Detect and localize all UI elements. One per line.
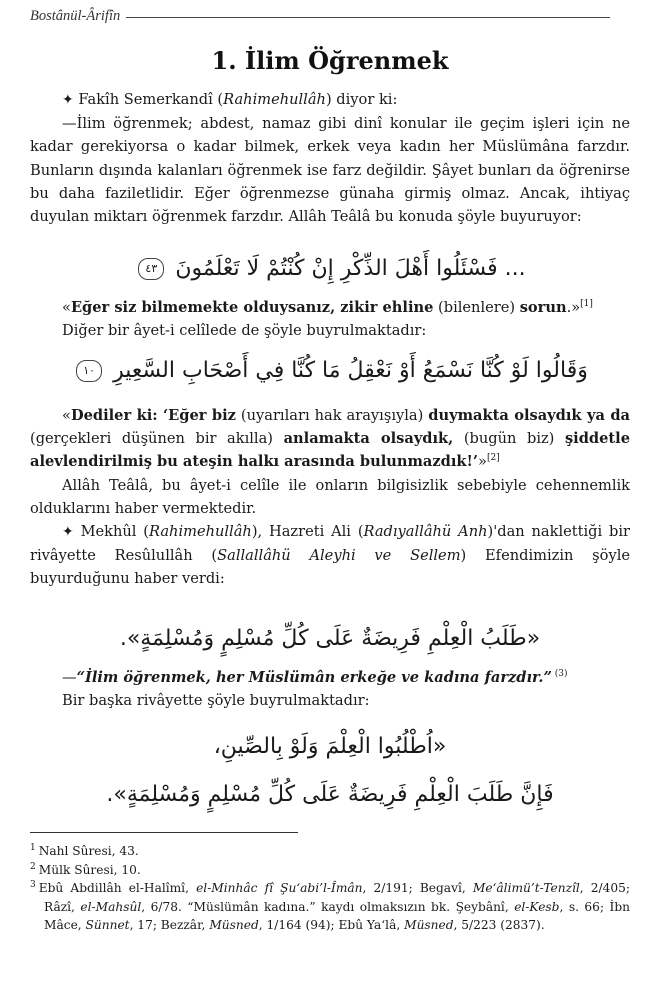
ayah-text: ... فَسْئَلُوا أَهْلَ الذِّكْرِ إِنْ كُنْتُمْ لَا تَعْلَمُونَ [175,256,526,281]
paragraph-commentary: Allâh Teâlâ, bu âyet-i celîle ile onların bilgisizlik sebebiyle cehennemlik olduklarını haber vermektedir. [30,476,630,517]
paragraph-block-4 [30,666,630,712]
paragraph-block-2 [30,296,630,342]
paragraph-intro: ✦ Fakîh Semerkandî (Rahimehullâh) diyor ki: [62,91,398,108]
footnotes [30,842,630,935]
paragraph-transition: Diğer bir âyet-i celîlede de şöyle buyrulmaktadır: [62,322,427,340]
ayah-number-icon: ١٠ [76,360,102,382]
paragraph-meal-1: «Eğer siz bilmemekte olduysanız, zikir ehline (bilenlere) sorun.»[1] [62,299,593,316]
running-head-title: Bostânül-Ârifîn [30,7,121,24]
paragraph-another-narration: Bir başka rivâyette şöyle buyrulmaktadır: [62,692,370,710]
paragraph-hadith-meaning: —“İlim öğrenmek, her Müslümân erkeğe ve kadına farzdır.” $^{(3)}$ [62,669,568,686]
ayah-nahl-43 [30,250,630,288]
star-ornament-icon: ✦ [62,92,74,108]
footnote-ref-2: [2] [486,453,500,464]
ayah-mulk-10 [30,352,630,390]
footnote-2: $^2$ Mülk Sûresi, 10. [30,861,141,877]
footnote-rule [30,832,298,833]
chapter-title: 1. İlim Öğrenmek [211,46,449,75]
paragraph-block-1 [30,88,630,228]
footnote-3: $^3$ Ebû Abdillâh el-Halîmî, el-Minhâc fî Şu‘abi’l-Îmân, 2/191; Begavî, Me‘âlimü’t-Tenzîl, 2/405; Râzî, el-Mahsûl, 6/78. “Müslümân kadına.” kaydı olmaksızın bk. Şeybânî, el-Kesb, s. 66; İbn Mâce, Sünnet, 17; Bezzâr, Müsned, 1/164 (94); Ebû Ya‘lâ, Müsned, 5/223 (2837). [30,880,631,933]
paragraph-block-3 [30,404,630,591]
running-head-rule [126,17,610,18]
footnote-ref-3: (3) [551,669,568,680]
hadith-arabic-2b: فَإِنَّ طَلَبَ الْعِلْمِ فَرِيضَةٌ عَلَى كُلِّ مُسْلِمٍ وَمُسْلِمَةٍ». [106,782,554,807]
paragraph-mekhul: ✦ Mekhûl (Rahimehullâh), Hazreti Ali (Radıyallâhü Anh)'dan naklettiği bir rivâyette Resûlullâh (Sallallâhü Aleyhi ve Sellem) Efendimizin şöyle buyurduğunu haber verdi: [30,523,631,588]
running-head [30,6,610,26]
footnote-1: $^1$ Nahl Sûresi, 43. [30,842,139,858]
footnote-ref-1: [1] [580,299,593,310]
ayah-number-icon: ٤٣ [138,258,164,280]
paragraph-explanation: —İlim öğrenmek; abdest, namaz gibi dinî konular ile geçim işleri için ne kadar gerekiyorsa o kadar bilmek, erkek veya kadın her Müslümâna farzdır. Bunların dışında kalanları öğrenmek ise farz değildir. Şâyet bunları da öğrenirse bu daha faziletlidir. Eğer öğrenmezse günaha girmiş olmaz. Ancak, ihtiyaç duyulan miktarı öğrenmek farzdır. Allâh Teâlâ bu konuda şöyle buyuruyor: [30,115,630,226]
ayah-text: وَقَالُوا لَوْ كُنَّا نَسْمَعُ أَوْ نَعْقِلُ مَا كُنَّا فِي أَصْحَابِ السَّعِيرِ [113,358,588,383]
hadith-arabic-2a: «اُطْلُبُوا الْعِلْمَ وَلَوْ بِالصِّينِ، [213,734,447,759]
hadith-arabic-1: «طَلَبُ الْعِلْمِ فَرِيضَةٌ عَلَى كُلِّ مُسْلِمٍ وَمُسْلِمَةٍ». [119,626,541,651]
paragraph-meal-2: «Dediler ki: ‘Eğer biz (uyarıları hak arayışıyla) duymakta olsaydık ya da (gerçekleri düşünen bir akılla) anlamakta olsaydık, (bugün biz) şiddetle alevlendirilmiş bu ateşin halkı arasında bulunmazdık!’»[2] [30,407,630,471]
star-ornament-icon: ✦ [62,524,74,541]
